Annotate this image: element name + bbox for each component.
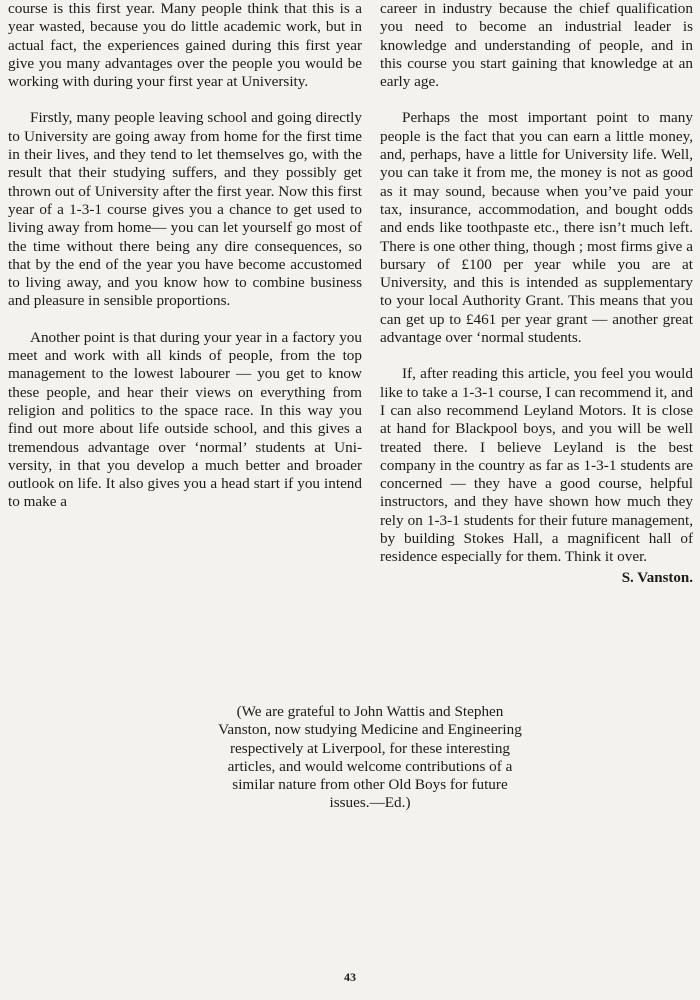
paragraph: Firstly, many people leaving school and going directly to University are going away from home for the first time in their lives, and they tend to let themselves go, with the result that their studying suffers, and they possibly get thrown out of University after the first year. Now this first year of a 1-3-1 course gives you a chance to get used to living away from home— you can let yourself go most of the time without there being any dire consequences, so that by the end of the year you have become accustomed to living away, and you know how to combine business and pleasure in sensible proportions. (8, 109, 362, 310)
paragraph: Another point is that during your year in a factory you meet and work with all kinds of people, from the top management to the lowest labourer — you get to know these people, and hear their views on everything from religion and politics to the space race. In this way you find out more about life outside school, and this gives a tremendous advantage over ‘normal’ students at University, in that you develop a much better and broader outlook on life. It also gives you a head start if you intend to make a (8, 328, 362, 511)
paragraph: Perhaps the most important point to many people is the fact that you can earn a little money, and, perhaps, have a little for University life. Well, you can take it from me, the money is not as good as it may sound, because when you’ve paid your tax, insurance, accommodation, and bought odds and ends like toothpaste etc., there isn’t much left. There is one other thing, though ; most firms give a bursary of £100 per year while you are at University, and this is intended as supplementary to your local Authority Grant. This means that you can get up to £461 per year grant — another great advantage over ‘normal students. (380, 109, 693, 347)
paragraph: If, after reading this article, you feel you would like to take a 1-3-1 course, I can recommend it, and I can also recommend Leyland Motors. It is close at hand for Blackpool boys, and you will be well treated there. I believe Leyland is the best company in the country as far as 1-3-1 students are concerned — they have a good course, helpful instructors, and they have shown how much they rely on 1-3-1 students for their future management, by building Stokes Hall, a magnificent hall of residence especially for them. Think it over. (380, 365, 693, 566)
paragraph: course is this first year. Many people think that this is a year wasted, because you do little academic work, but in actual fact, the experiences gained during this first year give you many advantages over the people you would be working with during your first year at University. (8, 0, 362, 91)
right-column (380, 0, 693, 587)
left-column (8, 0, 362, 530)
author-signature: S. Vanston. (621, 569, 693, 586)
editor-note: (We are grateful to John Wattis and Stephen Vanston, now studying Medicine and Engineering respectively at Liverpool, for these interesting articles, and would welcome contributions of a similar nature from other Old Boys for future issues.—Ed.) (218, 703, 522, 812)
page-number: 43 (344, 970, 356, 984)
paragraph: career in industry because the chief qualification you need to become an industrial leader is knowledge and understanding of people, and in this course you start gaining that knowledge at an early age. (380, 0, 693, 91)
